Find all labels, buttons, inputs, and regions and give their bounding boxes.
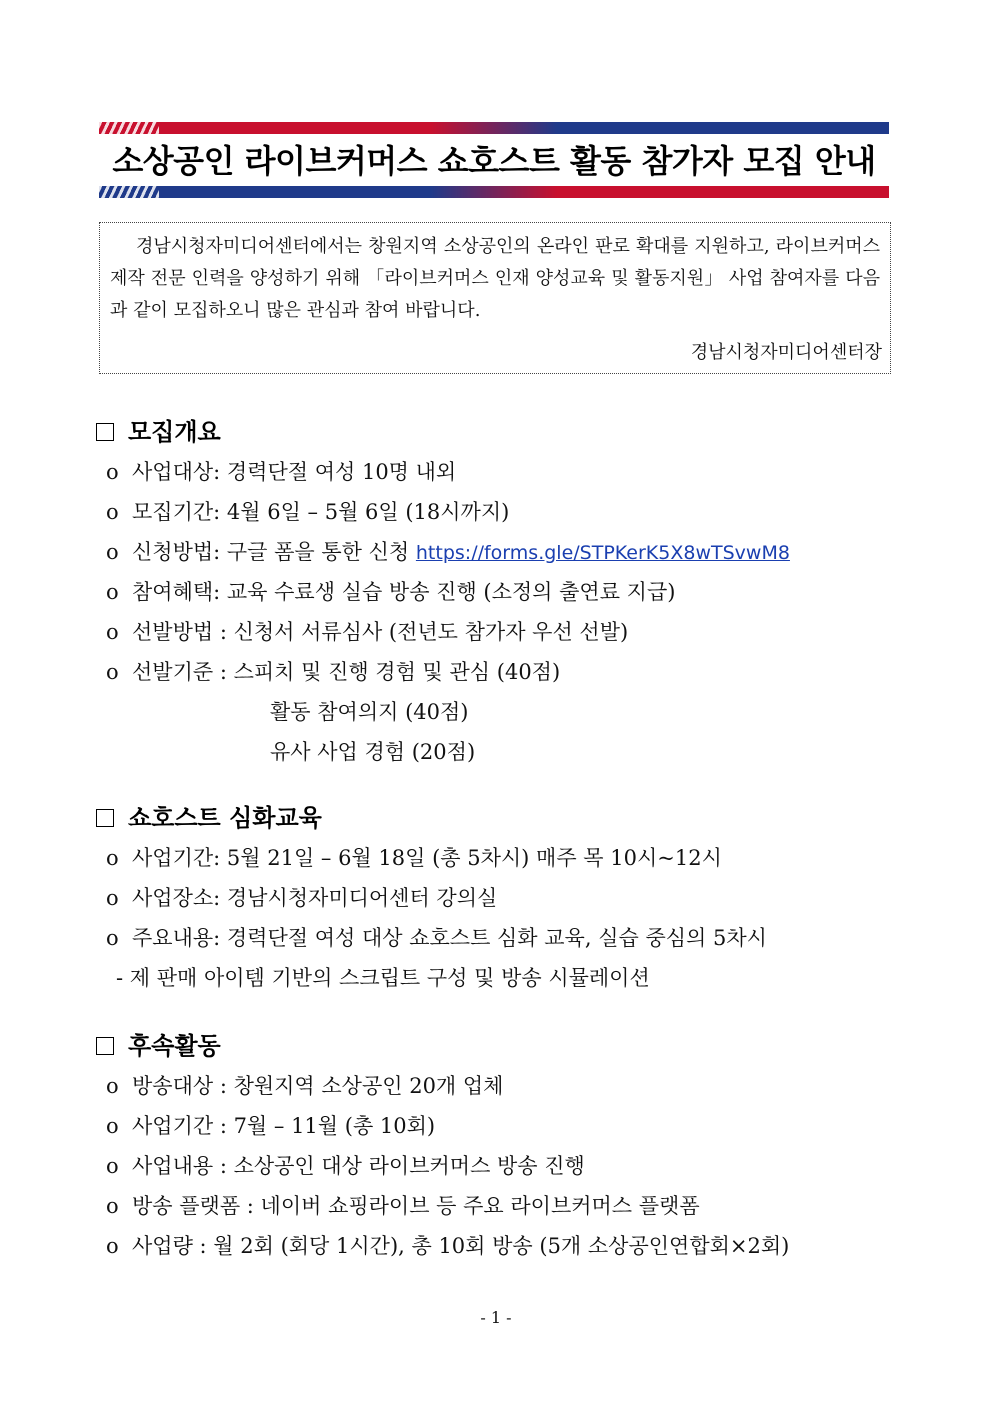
item-text: 방송대상 : 창원지역 소상공인 20개 업체	[132, 1074, 504, 1098]
list-item	[106, 496, 509, 528]
list-item	[106, 576, 675, 608]
list-item	[106, 842, 722, 874]
intro-signature: 경남시청자미디어센터장	[690, 342, 882, 363]
item-text: 신청방법: 구글 폼을 통한 신청	[132, 540, 416, 564]
checkbox-square-icon	[96, 1037, 114, 1055]
bullet: o	[106, 1234, 119, 1258]
item-text: 사업대상: 경력단절 여성 10명 내외	[132, 460, 457, 484]
intro-box	[99, 222, 891, 374]
list-item	[106, 536, 790, 569]
bullet: o	[106, 926, 119, 950]
item-text: 사업장소: 경남시청자미디어센터 강의실	[132, 886, 498, 910]
bullet: o	[106, 1194, 119, 1218]
item-text: 사업기간 : 7월 – 11월 (총 10회)	[132, 1114, 436, 1138]
item-text: 선발방법 : 신청서 서류심사 (전년도 참가자 우선 선발)	[132, 620, 629, 644]
title-bottom-bar	[99, 186, 889, 198]
bullet: o	[106, 886, 119, 910]
page-title: 소상공인 라이브커머스 쇼호스트 활동 참가자 모집 안내	[112, 142, 876, 180]
list-item	[106, 456, 456, 488]
list-item	[106, 1150, 585, 1182]
item-text: 참여혜택: 교육 수료생 실습 방송 진행 (소정의 출연료 지급)	[132, 580, 676, 604]
section-title: 후속활동	[128, 1032, 221, 1060]
list-item	[106, 616, 628, 648]
criteria-continuation: 유사 사업 경험 (20점)	[270, 740, 476, 764]
title-top-bar	[99, 122, 889, 134]
criteria-continuation: 활동 참여의지 (40점)	[270, 700, 469, 724]
list-item	[106, 1110, 435, 1142]
section-heading-recruitment	[96, 416, 221, 448]
page-number: - 1 -	[480, 1308, 512, 1327]
bullet: o	[106, 1154, 119, 1178]
section-title: 모집개요	[128, 418, 221, 446]
item-text: 사업내용 : 소상공인 대상 라이브커머스 방송 진행	[132, 1154, 585, 1178]
section-heading-training	[96, 802, 322, 834]
list-item	[106, 656, 560, 688]
checkbox-square-icon	[96, 809, 114, 827]
intro-text: 경남시청자미디어센터에서는 창원지역 소상공인의 온라인 판로 확대를 지원하고, 라이브커머스 제작 전문 인력을 양성하기 위해 「라이브커머스 인재 양성교육 및 활동지원」 사업 참여자를 다음과 같이 모집하오니 많은 관심과 참여 바랍니다.	[110, 236, 880, 321]
list-item	[106, 1230, 789, 1262]
item-text: 주요내용: 경력단절 여성 대상 쇼호스트 심화 교육, 실습 중심의 5차시	[132, 926, 767, 950]
checkbox-square-icon	[96, 423, 114, 441]
item-text: 사업량 : 월 2회 (회당 1시간), 총 10회 방송 (5개 소상공인연합회×2회)	[132, 1234, 790, 1258]
list-item	[106, 1190, 700, 1222]
list-item	[106, 1070, 503, 1102]
bullet: o	[106, 1114, 119, 1138]
section-heading-follow-up	[96, 1030, 221, 1062]
item-text: 사업기간: 5월 21일 – 6월 18일 (총 5차시) 매주 목 10시~12시	[132, 846, 722, 870]
item-text: 방송 플랫폼 : 네이버 쇼핑라이브 등 주요 라이브커머스 플랫폼	[132, 1194, 700, 1218]
bullet: o	[106, 580, 119, 604]
list-item	[106, 882, 497, 914]
item-text: 선발기준 : 스피치 및 진행 경험 및 관심 (40점)	[132, 660, 561, 684]
bullet: o	[106, 660, 119, 684]
sub-item: - 제 판매 아이템 기반의 스크립트 구성 및 방송 시뮬레이션	[116, 966, 650, 990]
bullet: o	[106, 846, 119, 870]
bullet: o	[106, 460, 119, 484]
bullet: o	[106, 500, 119, 524]
application-form-link[interactable]: https://forms.gle/STPKerK5X8wTSvwM8	[415, 542, 790, 564]
bullet: o	[106, 540, 119, 564]
section-title: 쇼호스트 심화교육	[128, 804, 322, 832]
list-item	[106, 922, 767, 954]
stripe-decoration	[99, 122, 159, 134]
stripe-decoration	[99, 186, 159, 198]
item-text: 모집기간: 4월 6일 – 5월 6일 (18시까지)	[132, 500, 510, 524]
bullet: o	[106, 1074, 119, 1098]
bullet: o	[106, 620, 119, 644]
